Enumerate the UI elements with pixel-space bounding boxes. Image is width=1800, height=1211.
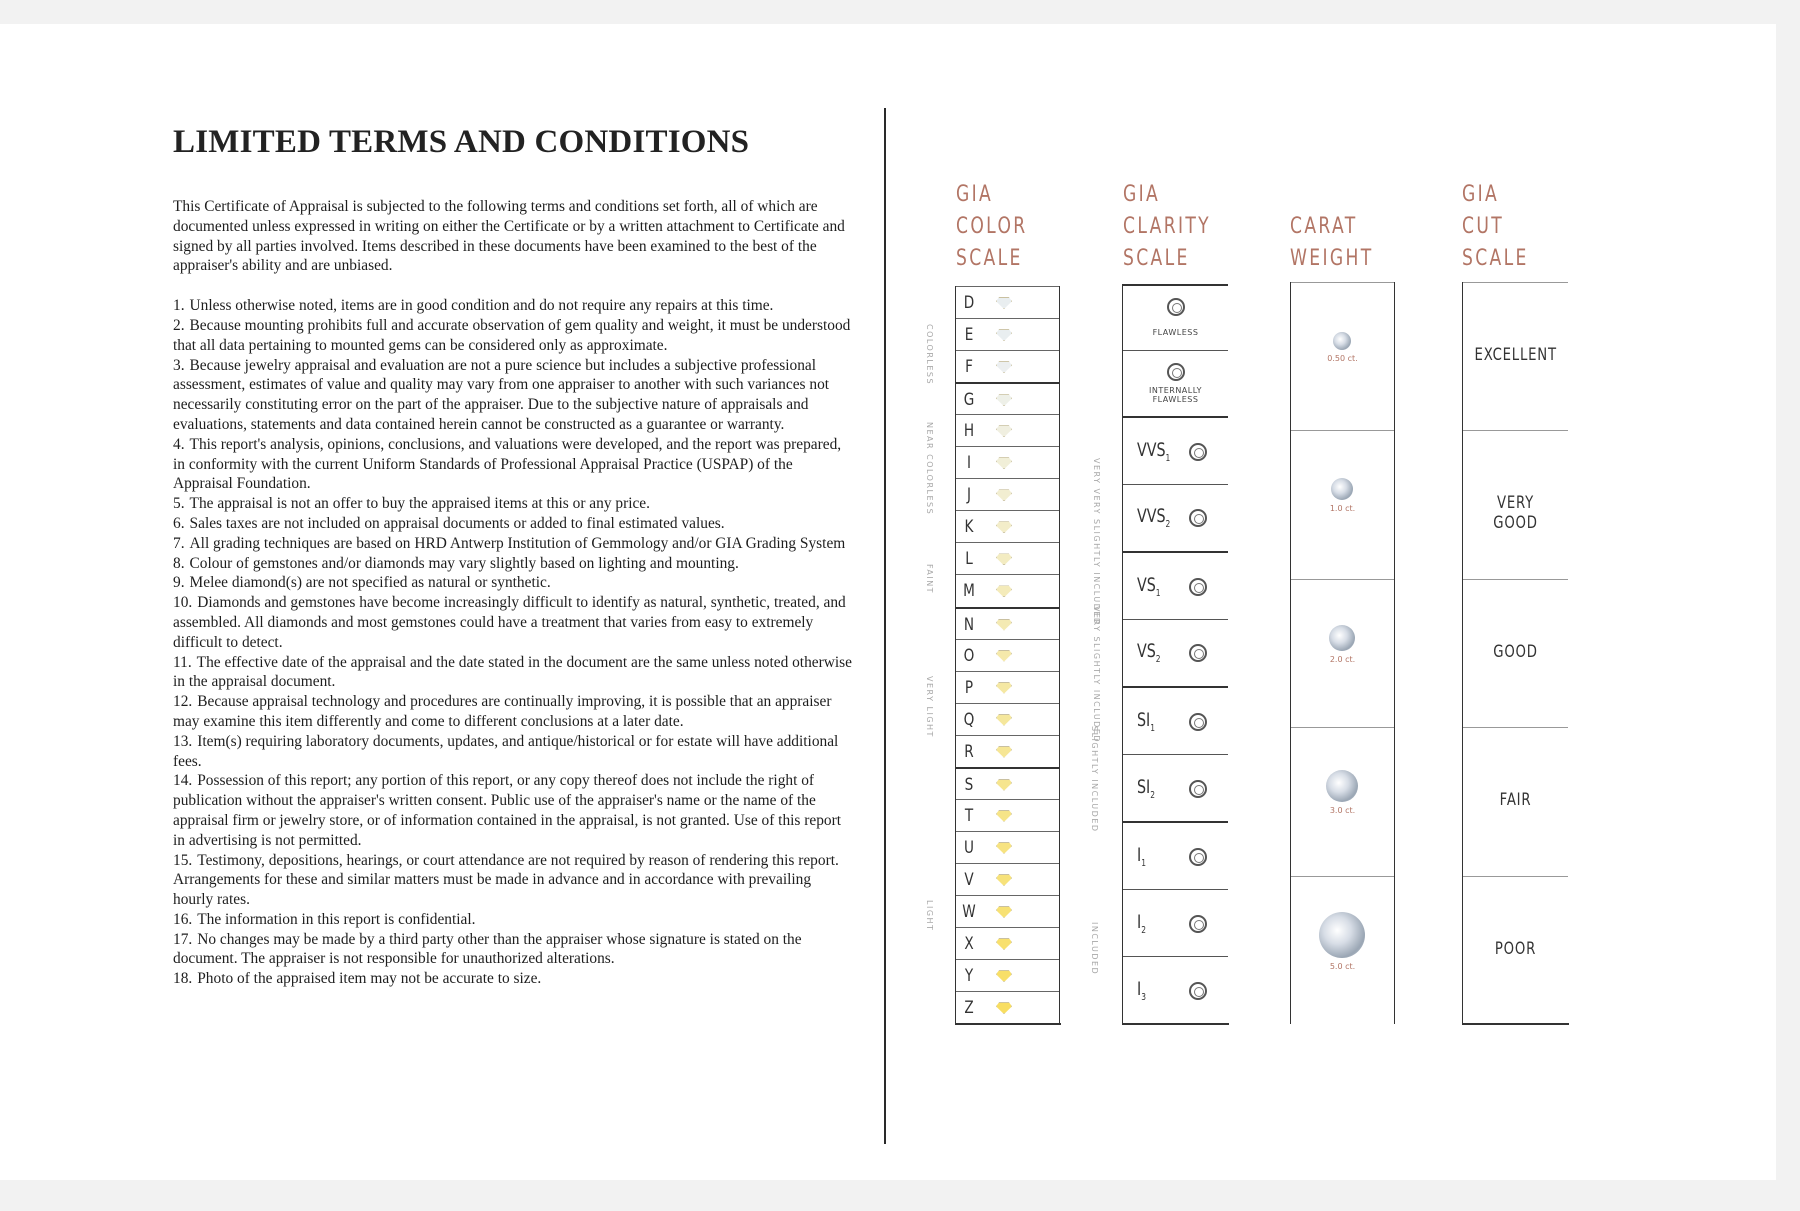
color-scale-table xyxy=(955,286,1060,1023)
terms-item xyxy=(173,534,853,554)
color-grade-letter: Z xyxy=(964,998,974,1019)
clarity-grade-main: I xyxy=(1137,844,1142,867)
clarity-scale-bottom xyxy=(1122,1023,1229,1025)
color-grade-letter: M xyxy=(963,581,975,602)
clarity-grade-row xyxy=(1123,350,1228,417)
clarity-scale-heading: GIA CLARITY SCALE xyxy=(1123,182,1212,271)
color-grade-letter: Y xyxy=(964,966,974,987)
clarity-grade-label xyxy=(1137,640,1161,665)
terms-item-text: Because mounting prohibits full and accurate observation of gem quality and weight, it must be understood that all data pertaining to mounted gems can be considered only as approximate. xyxy=(173,316,851,354)
terms-item xyxy=(173,969,853,989)
color-scale-bottom xyxy=(955,1023,1061,1025)
clarity-grade-label xyxy=(1137,776,1155,801)
terms-item xyxy=(173,435,853,494)
diamond-icon xyxy=(1326,770,1358,802)
terms-item xyxy=(173,851,853,910)
terms-item xyxy=(173,514,853,534)
clarity-grade-row xyxy=(1123,416,1228,486)
carat-weight-row xyxy=(1291,430,1394,579)
clarity-grade-row xyxy=(1123,484,1228,553)
color-grade-letter: F xyxy=(965,357,973,378)
terms-item-number: 8. xyxy=(173,554,185,572)
terms-item-text: Item(s) requiring laboratory documents, updates, and antique/historical or for estate will have additional fees. xyxy=(173,732,839,770)
cut-grade-label: GOOD xyxy=(1493,641,1538,662)
clarity-grade-row xyxy=(1123,284,1228,352)
terms-item-number: 7. xyxy=(173,534,185,552)
terms-item-number: 16. xyxy=(173,910,193,928)
gem-icon xyxy=(1189,644,1207,662)
clarity-grade-row xyxy=(1123,821,1228,891)
cut-grade-row xyxy=(1463,282,1568,431)
terms-item xyxy=(173,356,853,435)
terms-section xyxy=(173,124,853,989)
color-grade-letter: D xyxy=(963,293,975,314)
diamond-icon xyxy=(996,619,1012,631)
cut-grade-row xyxy=(1463,876,1568,1025)
diamond-icon xyxy=(996,906,1012,918)
terms-item xyxy=(173,593,853,652)
clarity-grade-sub: 1 xyxy=(1165,452,1171,464)
terms-item xyxy=(173,930,853,970)
clarity-grade-sub: 2 xyxy=(1165,519,1171,531)
terms-item-number: 18. xyxy=(173,970,193,988)
carat-weight-row xyxy=(1291,876,1394,1025)
diamond-icon xyxy=(996,714,1012,726)
terms-item-number: 2. xyxy=(173,316,185,334)
color-grade-letter: E xyxy=(964,325,974,346)
color-grade-row xyxy=(956,639,1059,672)
diamond-icon xyxy=(996,361,1012,373)
terms-intro: This Certificate of Appraisal is subjected to the following terms and conditions set forth, all of which are documented unless expressed in writing on either the Certificate or by a written attachment to Certificate and signed by all parties involved. Items described in these documents have been examined to the best of the appraiser's ability and are unbiased. xyxy=(173,198,845,275)
diamond-icon xyxy=(996,1002,1012,1014)
terms-item-number: 1. xyxy=(173,297,185,315)
clarity-grade-label xyxy=(1137,574,1161,599)
terms-item-number: 6. xyxy=(173,514,185,532)
diamond-icon xyxy=(996,842,1012,854)
clarity-grade-label xyxy=(1137,844,1146,869)
carat-weight-table xyxy=(1290,282,1395,1024)
diamond-icon xyxy=(996,682,1012,694)
terms-item-number: 5. xyxy=(173,495,185,513)
color-grade-row xyxy=(956,286,1059,319)
color-grade-row xyxy=(956,414,1059,447)
terms-item xyxy=(173,653,853,693)
color-grade-row xyxy=(956,703,1059,736)
page-title: LIMITED TERMS AND CONDITIONS xyxy=(173,124,750,160)
diamond-icon xyxy=(996,394,1012,406)
diamond-icon xyxy=(1329,625,1355,651)
gem-icon xyxy=(1189,780,1207,798)
carat-weight-label: 5.0 ct. xyxy=(1329,961,1356,971)
terms-item xyxy=(173,316,853,356)
color-grade-letter: Q xyxy=(963,709,975,730)
terms-item xyxy=(173,771,853,850)
clarity-grade-sub: 3 xyxy=(1141,992,1146,1003)
gem-icon xyxy=(1189,713,1207,731)
carat-weight-label: 1.0 ct. xyxy=(1329,504,1356,514)
terms-item-number: 15. xyxy=(173,851,193,869)
clarity-grade-row xyxy=(1123,754,1228,823)
terms-item xyxy=(173,573,853,593)
terms-item-text: Unless otherwise noted, items are in good condition and do not require any repairs at this time. xyxy=(189,297,774,315)
carat-weight-heading: CARAT WEIGHT xyxy=(1290,214,1374,271)
clarity-grade-label xyxy=(1137,439,1170,464)
clarity-grade-sub: 1 xyxy=(1141,857,1146,869)
cut-grade-label: POOR xyxy=(1494,938,1537,959)
gem-icon xyxy=(1189,982,1207,1000)
color-grade-row xyxy=(956,350,1059,383)
color-grade-row xyxy=(956,927,1059,960)
color-grade-letter: L xyxy=(965,549,973,570)
clarity-grade-sub: 2 xyxy=(1150,789,1156,801)
terms-item xyxy=(173,296,853,316)
clarity-grade-row xyxy=(1123,956,1228,1025)
diamond-icon xyxy=(996,970,1012,982)
cut-grade-row xyxy=(1463,430,1568,579)
clarity-grade-row xyxy=(1123,686,1228,756)
column-divider xyxy=(884,108,886,1144)
clarity-grade-label: INTERNALLY FLAWLESS xyxy=(1148,386,1203,404)
terms-item-text: Because jewelry appraisal and evaluation are not a pure science but includes a subjective professional assessment, estimates of value and quality may vary from one appraiser to another with such variances not necessarily constituting error on the part of the appraiser. Due to the subjective nature of appraisals and evaluations, statements and data contained herein cannot be constructed as a guarantee or warranty. xyxy=(173,356,830,433)
color-grade-letter: J xyxy=(966,485,971,506)
color-grade-row xyxy=(956,574,1059,607)
terms-item-text: Diamonds and gemstones have become increasingly difficult to identify as natural, synthetic, treated, and assembled. All diamonds and most gemstones could have a treatment that varies from easy to extremely difficult to detect. xyxy=(173,594,846,651)
terms-item-text: Testimony, depositions, hearings, or court attendance are not required by reason of rendering this report. Arrangements for these and similar matters must be made in advance and in accordance with prevailing hourly rates. xyxy=(173,851,839,909)
color-grade-letter: P xyxy=(964,677,974,698)
color-group-near-colorless: NEAR COLORLESS xyxy=(925,422,934,516)
cut-grade-label: EXCELLENT xyxy=(1474,345,1557,365)
gem-icon xyxy=(1189,509,1207,527)
color-grade-letter: O xyxy=(963,645,975,666)
cut-grade-label: VERY GOOD xyxy=(1493,493,1538,534)
clarity-group-vvs: VERY VERY SLIGHTLY INCLUDED xyxy=(1092,458,1101,626)
color-grade-row xyxy=(956,959,1059,992)
color-grade-row xyxy=(956,895,1059,928)
color-grade-row xyxy=(956,542,1059,575)
cut-scale-table xyxy=(1462,282,1568,1024)
terms-item-text: Colour of gemstones and/or diamonds may vary slightly based on lighting and mounting. xyxy=(189,554,739,572)
diamond-icon xyxy=(996,874,1012,886)
clarity-grade-label xyxy=(1137,911,1146,936)
clarity-grade-row xyxy=(1123,551,1228,621)
clarity-grade-main: VS xyxy=(1137,573,1156,596)
terms-item-number: 11. xyxy=(173,653,192,671)
color-grade-row xyxy=(956,510,1059,543)
carat-weight-row xyxy=(1291,579,1394,728)
terms-item xyxy=(173,732,853,772)
color-grade-row xyxy=(956,478,1059,511)
color-grade-row xyxy=(956,863,1059,896)
clarity-grade-label xyxy=(1137,709,1155,734)
color-grade-row xyxy=(956,799,1059,832)
color-grade-row xyxy=(956,607,1059,641)
gem-icon xyxy=(1167,298,1185,316)
terms-item-text: Photo of the appraised item may not be accurate to size. xyxy=(197,970,542,988)
clarity-grade-sub: 2 xyxy=(1155,654,1161,666)
cut-grade-row xyxy=(1463,579,1568,728)
terms-item-number: 10. xyxy=(173,594,193,612)
diamond-icon xyxy=(996,329,1012,341)
terms-item-text: This report's analysis, opinions, conclusions, and valuations were developed, and the report was prepared, in conformity with the current Uniform Standards of Professional Appraisal Practice (USPAP) of the Appraisal Foundation. xyxy=(173,435,842,493)
color-grade-letter: U xyxy=(964,837,974,858)
color-group-light: LIGHT xyxy=(925,900,934,932)
color-grade-row xyxy=(956,831,1059,864)
clarity-grade-main: SI xyxy=(1137,708,1151,731)
color-grade-letter: R xyxy=(964,741,974,762)
terms-item xyxy=(173,692,853,732)
color-grade-letter: N xyxy=(963,614,975,635)
carat-weight-label: 2.0 ct. xyxy=(1329,654,1356,664)
terms-item-number: 14. xyxy=(173,772,193,790)
diamond-icon xyxy=(996,585,1012,597)
clarity-group-si: SLIGHTLY INCLUDED xyxy=(1090,726,1099,833)
diamond-icon xyxy=(996,553,1012,565)
color-grade-letter: X xyxy=(964,934,974,955)
clarity-grade-sub: 1 xyxy=(1155,587,1161,599)
terms-item-number: 3. xyxy=(173,356,185,374)
color-grade-letter: H xyxy=(963,421,975,442)
clarity-grade-main: VVS xyxy=(1137,438,1166,461)
terms-item-text: No changes may be made by a third party other than the appraiser whose signature is stated on the document. The appraiser is not responsible for unauthorized alterations. xyxy=(173,930,802,968)
color-group-faint: FAINT xyxy=(925,564,934,595)
cut-scale-bottom xyxy=(1462,1023,1569,1025)
diamond-icon xyxy=(1333,332,1351,350)
diamond-icon xyxy=(1331,478,1353,500)
grading-scales xyxy=(925,24,1785,1180)
terms-item-text: The appraisal is not an offer to buy the appraised items at this or any price. xyxy=(189,495,650,513)
clarity-grade-main: SI xyxy=(1137,775,1151,798)
color-grade-letter: W xyxy=(962,901,976,922)
clarity-grade-main: I xyxy=(1137,910,1142,933)
terms-item-number: 12. xyxy=(173,693,193,711)
clarity-scale-table xyxy=(1122,284,1228,1024)
color-grade-row xyxy=(956,671,1059,704)
terms-item xyxy=(173,494,853,514)
gem-icon xyxy=(1189,848,1207,866)
diamond-icon xyxy=(996,521,1012,533)
terms-item-text: Possession of this report; any portion of this report, or any copy thereof does not include the right of publication without the appraiser's written consent. Public use of the appraiser's name or the name of the appraisal firm or jewelry store, or of information contained in the appraisal, is not granted. Use of this report in advertising is not permitted. xyxy=(173,772,842,849)
color-grade-row xyxy=(956,446,1059,479)
gem-icon xyxy=(1189,578,1207,596)
color-grade-letter: I xyxy=(966,453,971,474)
cut-scale-heading: GIA CUT SCALE xyxy=(1462,182,1529,271)
carat-weight-row xyxy=(1291,282,1394,431)
gem-icon xyxy=(1189,443,1207,461)
clarity-grade-main: VVS xyxy=(1137,505,1166,528)
diamond-icon xyxy=(996,650,1012,662)
diamond-icon xyxy=(996,457,1012,469)
color-grade-row xyxy=(956,382,1059,416)
terms-item-text: All grading techniques are based on HRD Antwerp Institution of Gemmology and/or GIA Grading System xyxy=(189,534,846,552)
diamond-icon xyxy=(996,938,1012,950)
clarity-grade-main: VS xyxy=(1137,640,1156,663)
color-grade-letter: T xyxy=(964,805,974,826)
color-group-colorless: COLORLESS xyxy=(925,324,934,386)
clarity-grade-label: FLAWLESS xyxy=(1152,328,1199,337)
color-grade-row xyxy=(956,318,1059,351)
color-group-very-light: VERY LIGHT xyxy=(925,676,934,738)
terms-item-text: Sales taxes are not included on appraisal documents or added to final estimated values. xyxy=(189,514,725,532)
clarity-grade-sub: 1 xyxy=(1150,722,1156,734)
clarity-group-i: INCLUDED xyxy=(1090,922,1099,976)
cut-grade-label: FAIR xyxy=(1499,790,1532,811)
color-grade-letter: S xyxy=(964,774,974,795)
color-scale-heading: GIA COLOR SCALE xyxy=(956,182,1028,271)
terms-item xyxy=(173,554,853,574)
clarity-grade-label xyxy=(1137,978,1146,1003)
carat-weight-label: 0.50 ct. xyxy=(1327,354,1358,363)
diamond-icon xyxy=(996,425,1012,437)
terms-item-number: 13. xyxy=(173,732,193,750)
color-grade-letter: K xyxy=(964,517,974,538)
terms-item-text: The effective date of the appraisal and the date stated in the document are the same unless noted otherwise in the appraisal document. xyxy=(173,653,852,691)
terms-item-text: Because appraisal technology and procedures are continually improving, it is possible that an appraiser may examine this item differently and come to different conclusions at a later date. xyxy=(173,693,832,730)
diamond-icon xyxy=(996,297,1012,309)
terms-item-text: Melee diamond(s) are not specified as natural or synthetic. xyxy=(189,574,551,592)
terms-item-number: 9. xyxy=(173,574,185,592)
clarity-grade-label xyxy=(1137,505,1170,530)
gem-icon xyxy=(1167,363,1185,381)
terms-item-text: The information in this report is confidential. xyxy=(197,910,476,928)
diamond-icon xyxy=(996,810,1012,822)
terms-item xyxy=(173,910,853,930)
clarity-grade-row xyxy=(1123,889,1228,958)
color-grade-row xyxy=(956,767,1059,801)
terms-item-number: 17. xyxy=(173,930,193,948)
diamond-icon xyxy=(996,489,1012,501)
terms-item-number: 4. xyxy=(173,435,185,453)
carat-weight-label: 3.0 ct. xyxy=(1329,806,1356,816)
cut-grade-row xyxy=(1463,727,1568,876)
gem-icon xyxy=(1189,915,1207,933)
color-grade-letter: V xyxy=(964,869,974,890)
clarity-grade-main: I xyxy=(1137,978,1142,1001)
color-grade-letter: G xyxy=(963,390,975,411)
appraisal-page xyxy=(0,24,1776,1180)
clarity-grade-sub: 2 xyxy=(1141,924,1146,936)
diamond-icon xyxy=(1319,912,1365,958)
color-grade-row xyxy=(956,735,1059,768)
terms-list xyxy=(173,296,853,989)
clarity-grade-row xyxy=(1123,619,1228,688)
color-grade-row xyxy=(956,991,1059,1024)
diamond-icon xyxy=(996,779,1012,791)
diamond-icon xyxy=(996,746,1012,758)
clarity-group-vs: VERY SLIGHTLY INCLUDED xyxy=(1092,606,1101,744)
carat-weight-row xyxy=(1291,727,1394,876)
